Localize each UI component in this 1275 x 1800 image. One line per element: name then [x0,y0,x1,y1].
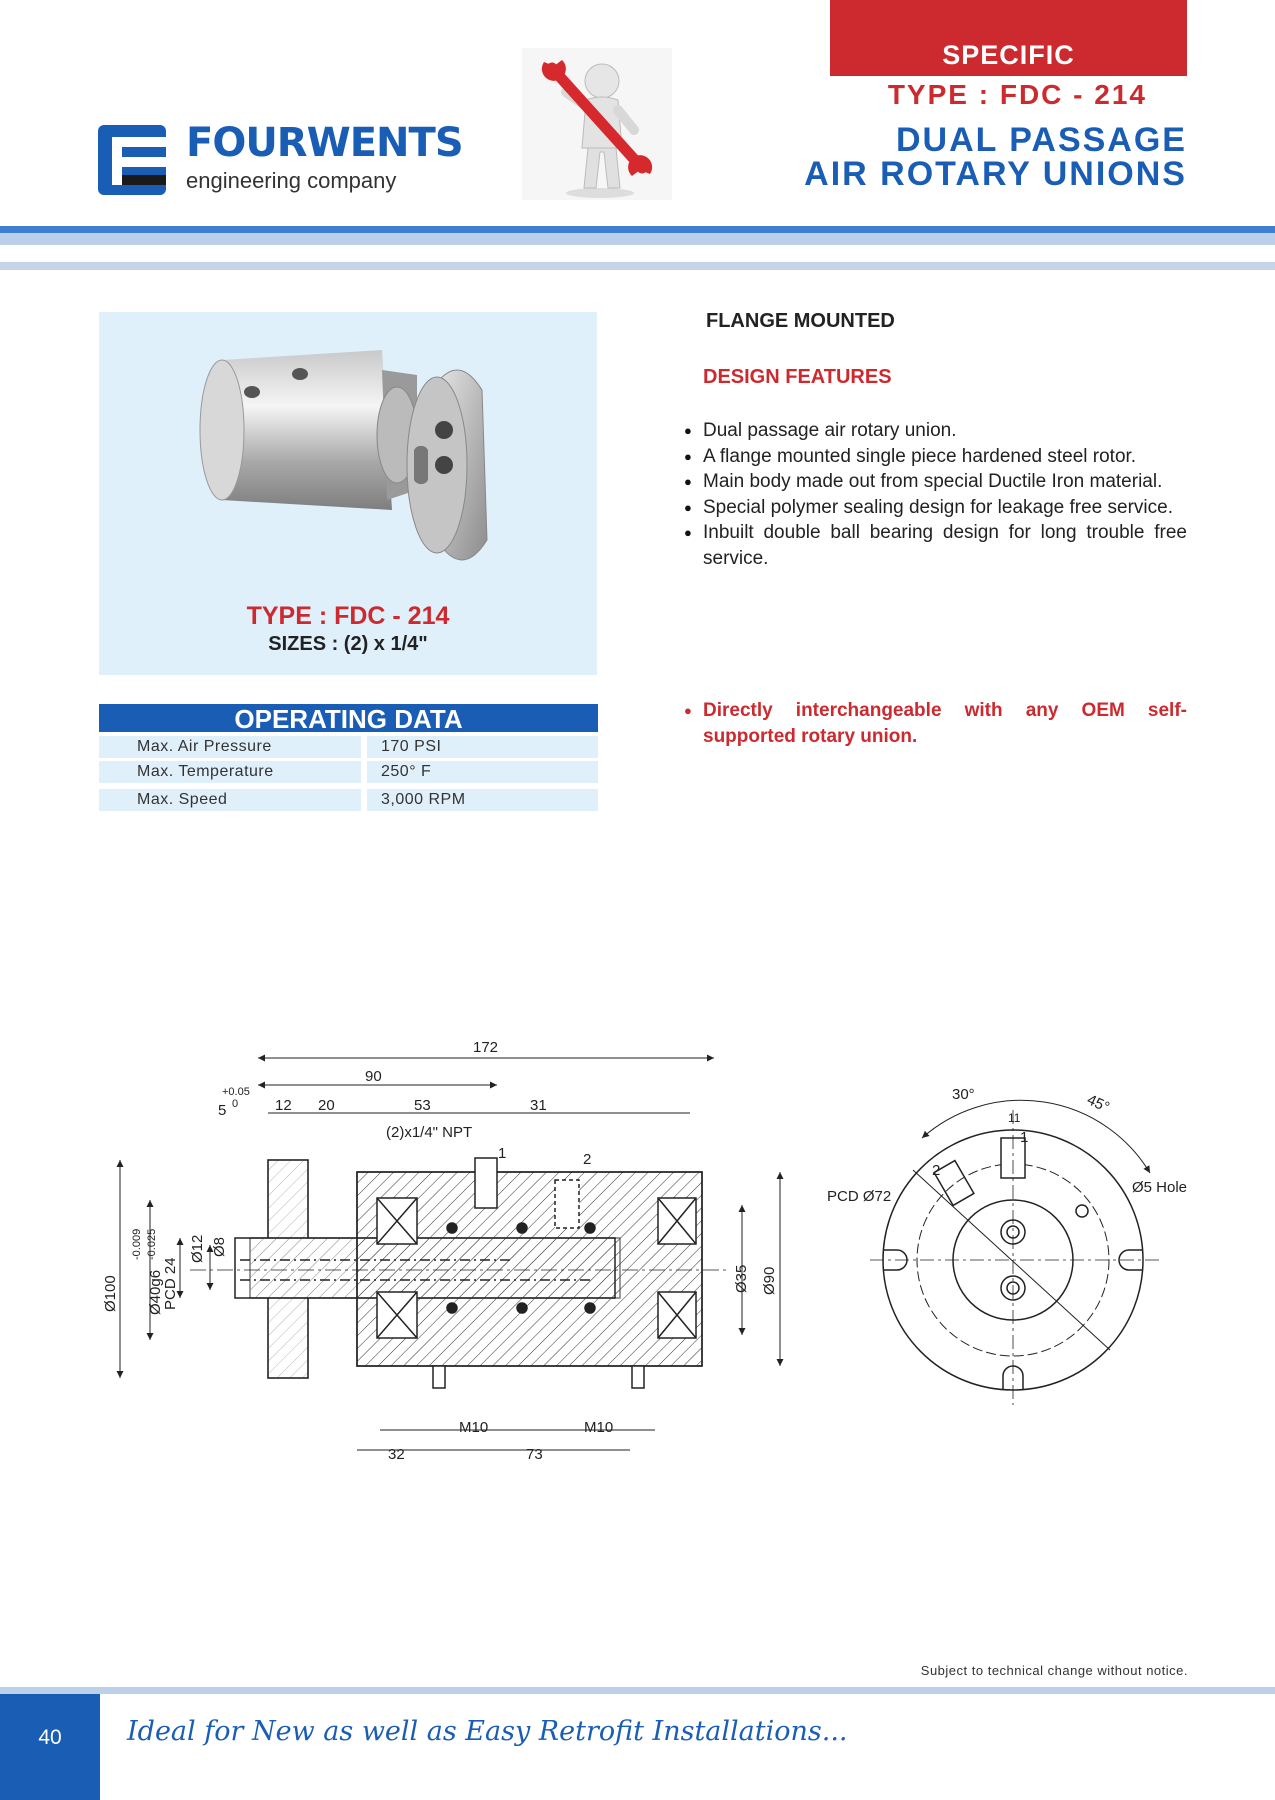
specific-label: SPECIFIC [942,40,1075,70]
header-stripe-light [0,233,1275,245]
npt-label: (2)x1/4" NPT [386,1124,473,1141]
feature-item: ● Inbuilt double ball bearing design for long trouble free service. [684,520,1187,571]
brand-subtitle: engineering company [186,168,397,193]
dim-label: 2 [932,1162,941,1179]
design-features-heading: DESIGN FEATURES [703,366,892,388]
mount-type-heading: FLANGE MOUNTED [706,310,895,332]
interchangeable-highlight: ● Directly interchangeable with any OEM self-supported rotary union. [684,698,1187,749]
dim-label: Ø90 [761,1266,778,1295]
disclaimer-text: Subject to technical change without notice. [920,1663,1188,1678]
dim-tolerance: +0.05 [222,1086,250,1098]
dim-tolerance: -0.009 [131,1228,143,1260]
thread-label: M10 [584,1419,614,1436]
port-label: 1 [498,1145,507,1162]
type-code-heading: TYPE : FDC - 214 [887,79,1147,110]
op-row-value: 250° F [367,761,598,783]
dim-label: Ø12 [189,1234,206,1263]
mascot-wrench-figure-image [522,48,672,200]
footer-stripe [0,1687,1275,1694]
dim-label: Ø100 [102,1275,119,1312]
op-row-label: Max. Temperature [99,761,361,783]
dim-label: Ø8 [211,1236,228,1257]
pcd-label: PCD Ø72 [827,1188,892,1205]
end-view [870,1100,1160,1405]
dim-label: Ø35 [733,1264,750,1293]
op-row-value: 170 PSI [367,736,598,758]
dim-label: 32 [388,1446,405,1463]
dim-label: Ø40g6 [147,1269,164,1315]
page-number: 40 [38,1726,62,1749]
feature-item: ● Dual passage air rotary union. [684,418,1187,444]
op-row-value: 3,000 RPM [367,789,598,811]
brand-logo-icon [98,125,166,195]
dim-label: PCD 24 [162,1257,179,1310]
dim-label: 31 [530,1097,547,1114]
header-stripe-thin [0,262,1275,270]
header-stripe-dark [0,226,1275,233]
angle-label: 30° [952,1086,975,1103]
dim-label: 1 [1020,1129,1029,1146]
brand-name: FOURWENTS [186,120,463,166]
operating-data-heading: OPERATING DATA [99,704,598,732]
title-line-1: DUAL PASSAGE [895,121,1187,159]
feature-item: ● A flange mounted single piece hardened steel rotor. [684,444,1187,470]
dim-tolerance: -0.025 [146,1228,158,1260]
dim-label: 172 [473,1039,499,1056]
feature-item: ● Special polymer sealing design for leakage free service. [684,495,1187,521]
dim-label: 73 [526,1446,543,1463]
rotary-union-product-image [182,330,522,590]
thread-label: M10 [459,1419,489,1436]
angle-label: 45° [1084,1091,1113,1117]
dim-label: 11 [1008,1111,1021,1125]
feature-item: ● Main body made out from special Ductile Iron material. [684,469,1187,495]
title-line-2: AIR ROTARY UNIONS [804,155,1187,193]
dim-tolerance: 0 [232,1098,239,1110]
footer-tagline: Ideal for New as well as Easy Retrofit Installations... [127,1716,848,1747]
product-sizes-label: SIZES : (2) x 1/4" [268,633,428,655]
port-label: 2 [583,1151,592,1168]
op-row-label: Max. Air Pressure [99,736,361,758]
side-section-view [190,1158,730,1388]
dim-label: 90 [365,1068,382,1085]
dim-label: 53 [414,1097,431,1114]
op-row-label: Max. Speed [99,789,361,811]
technical-drawing [90,1030,1210,1480]
product-type-label: TYPE : FDC - 214 [246,602,450,630]
dim-label: 5 [218,1102,227,1119]
dim-label: 20 [318,1097,335,1114]
design-features-list [684,418,1187,571]
dim-label: 12 [275,1097,292,1114]
hole-label: Ø5 Hole [1132,1179,1188,1196]
